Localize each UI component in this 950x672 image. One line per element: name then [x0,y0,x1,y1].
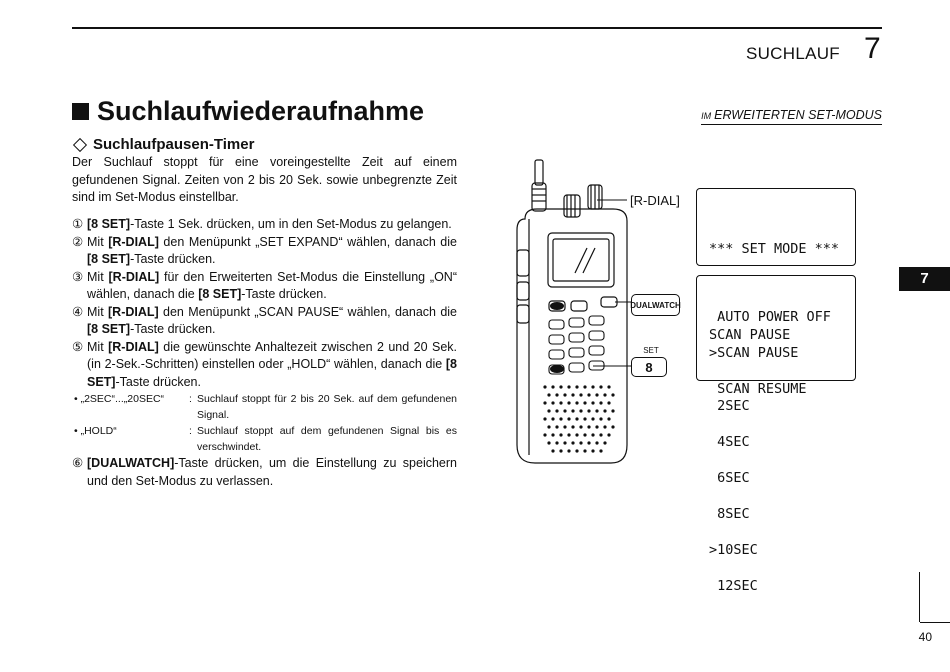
lcd-line: 2SEC [709,398,750,414]
lcd-line: 12SEC [709,578,758,594]
note-item [74,423,457,455]
step-5 [72,339,457,392]
note-colon: : [189,425,192,437]
key-label: [8 SET] [198,287,242,301]
key-label: [R-DIAL] [108,234,159,249]
step-text: Mit [87,269,109,284]
section-tag-text: ERWEITERTEN SET-MODUS [714,108,882,122]
chapter-number: 7 [864,32,881,65]
step-number: ⑤ [72,339,84,354]
step-6 [72,455,457,490]
key-label: [8 SET] [87,217,131,231]
step-text: -Taste drücken. [130,322,216,336]
note-colon: : [189,393,192,405]
lcd-line: *** SET MODE *** [709,241,840,257]
lcd-line: SCAN RESUME [709,381,807,397]
dualwatch-button[interactable] [631,294,680,316]
note-text: Suchlauf stoppt für 2 bis 20 Sek. auf dem gefundenen Signal. [197,393,457,421]
step-text: für den Erweiterten Set-Modus die Einstellung „ON“ wählen, danach die [87,269,457,301]
page-number: 40 [918,630,932,644]
step-text: die gewünschte Anhaltezeit zwischen 2 und 20 Sek. (in 2-Sek.-Schritten) einstellen oder „HOLD“ wählen, danach die [87,339,457,371]
page-corner-rule [919,572,920,622]
lcd-line: 4SEC [709,434,750,450]
intro-paragraph: Der Suchlauf stoppt für eine voreingestellte Zeit auf einem gefundenen Signal. Zeiten von 2 bis 20 Sek. sowie unbegrenzte Zeit sind im Set-Modus einstellbar. [72,155,457,204]
step-2 [72,234,457,269]
key-label: [8 SET] [87,252,131,266]
antenna-icon [535,160,543,185]
step-number: ② [72,234,84,249]
step-text: -Taste drücken, um die Einstellung zu speichern und den Set-Modus zu verlassen. [87,456,457,488]
lcd-line: 8SEC [709,506,750,522]
lcd-line: AUTO POWER OFF [709,309,831,325]
lcd-line: >SCAN PAUSE [709,345,799,361]
set-button-caption: SET [643,346,659,355]
section-tag-rule [701,124,882,125]
subsection-title [72,136,254,153]
set-8-button[interactable] [631,357,667,377]
step-list [72,216,457,490]
step-text: Mit [87,304,108,319]
header-rule [72,27,882,29]
step-text: Mit [87,339,109,354]
key-label: [R-DIAL] [108,339,159,354]
page-corner-rule [920,622,950,623]
note-item [74,391,457,423]
lcd-line: >10SEC [709,542,758,558]
step-text: den Menüpunkt „SCAN PAUSE“ wählen, danach die [158,304,457,319]
lcd-line [709,365,855,376]
step-text: -Taste drücken. [241,287,327,301]
step-number: ③ [72,269,84,284]
chapter-title: SUCHLAUF [745,44,840,63]
step-number: ① [72,217,84,231]
diamond-bullet-icon [73,137,87,151]
section-tag-prefix: IM [701,111,712,121]
key-label: [DUALWATCH] [87,456,175,470]
step-3 [72,269,457,304]
step-4 [72,304,457,339]
speaker-grille [543,385,614,452]
step-number: ⑥ [72,456,84,470]
page-title-text: Suchlaufwiederaufnahme [97,96,425,126]
r-dial-callout: [R-DIAL] [630,193,680,208]
dualwatch-button-label: DUALWATCH [630,300,681,310]
key-label: [8 SET] [87,357,457,389]
step-text: den Menüpunkt „SET EXPAND“ wählen, danach die [158,234,457,249]
key-label: [R-DIAL] [108,304,159,319]
step-text: -Taste 1 Sek. drücken, um in den Set-Modus zu gelangen. [130,217,452,231]
set-8-button-label: 8 [645,359,653,375]
square-bullet-icon [72,103,89,120]
key-label: [R-DIAL] [108,269,160,284]
subsection-title-text: Suchlaufpausen-Timer [93,136,255,153]
lcd-set-mode [696,188,856,397]
note-text: Suchlauf stoppt auf dem gefundenen Signal bis es verschwindet. [197,425,457,453]
page-title [72,96,424,127]
section-tag [701,108,882,122]
chapter-side-tab: 7 [899,267,950,291]
note-label: • „2SEC“...„20SEC“ [74,393,165,405]
note-label: • „HOLD“ [74,425,117,437]
step-text: Mit [87,234,109,249]
step-1 [72,216,457,234]
step-text: -Taste drücken. [115,374,201,389]
step-text: -Taste drücken. [130,252,216,266]
step-number: ④ [72,304,84,319]
key-label: [8 SET] [87,322,131,336]
lcd-line: 6SEC [709,470,750,486]
lcd-line: SCAN PAUSE [709,327,791,343]
